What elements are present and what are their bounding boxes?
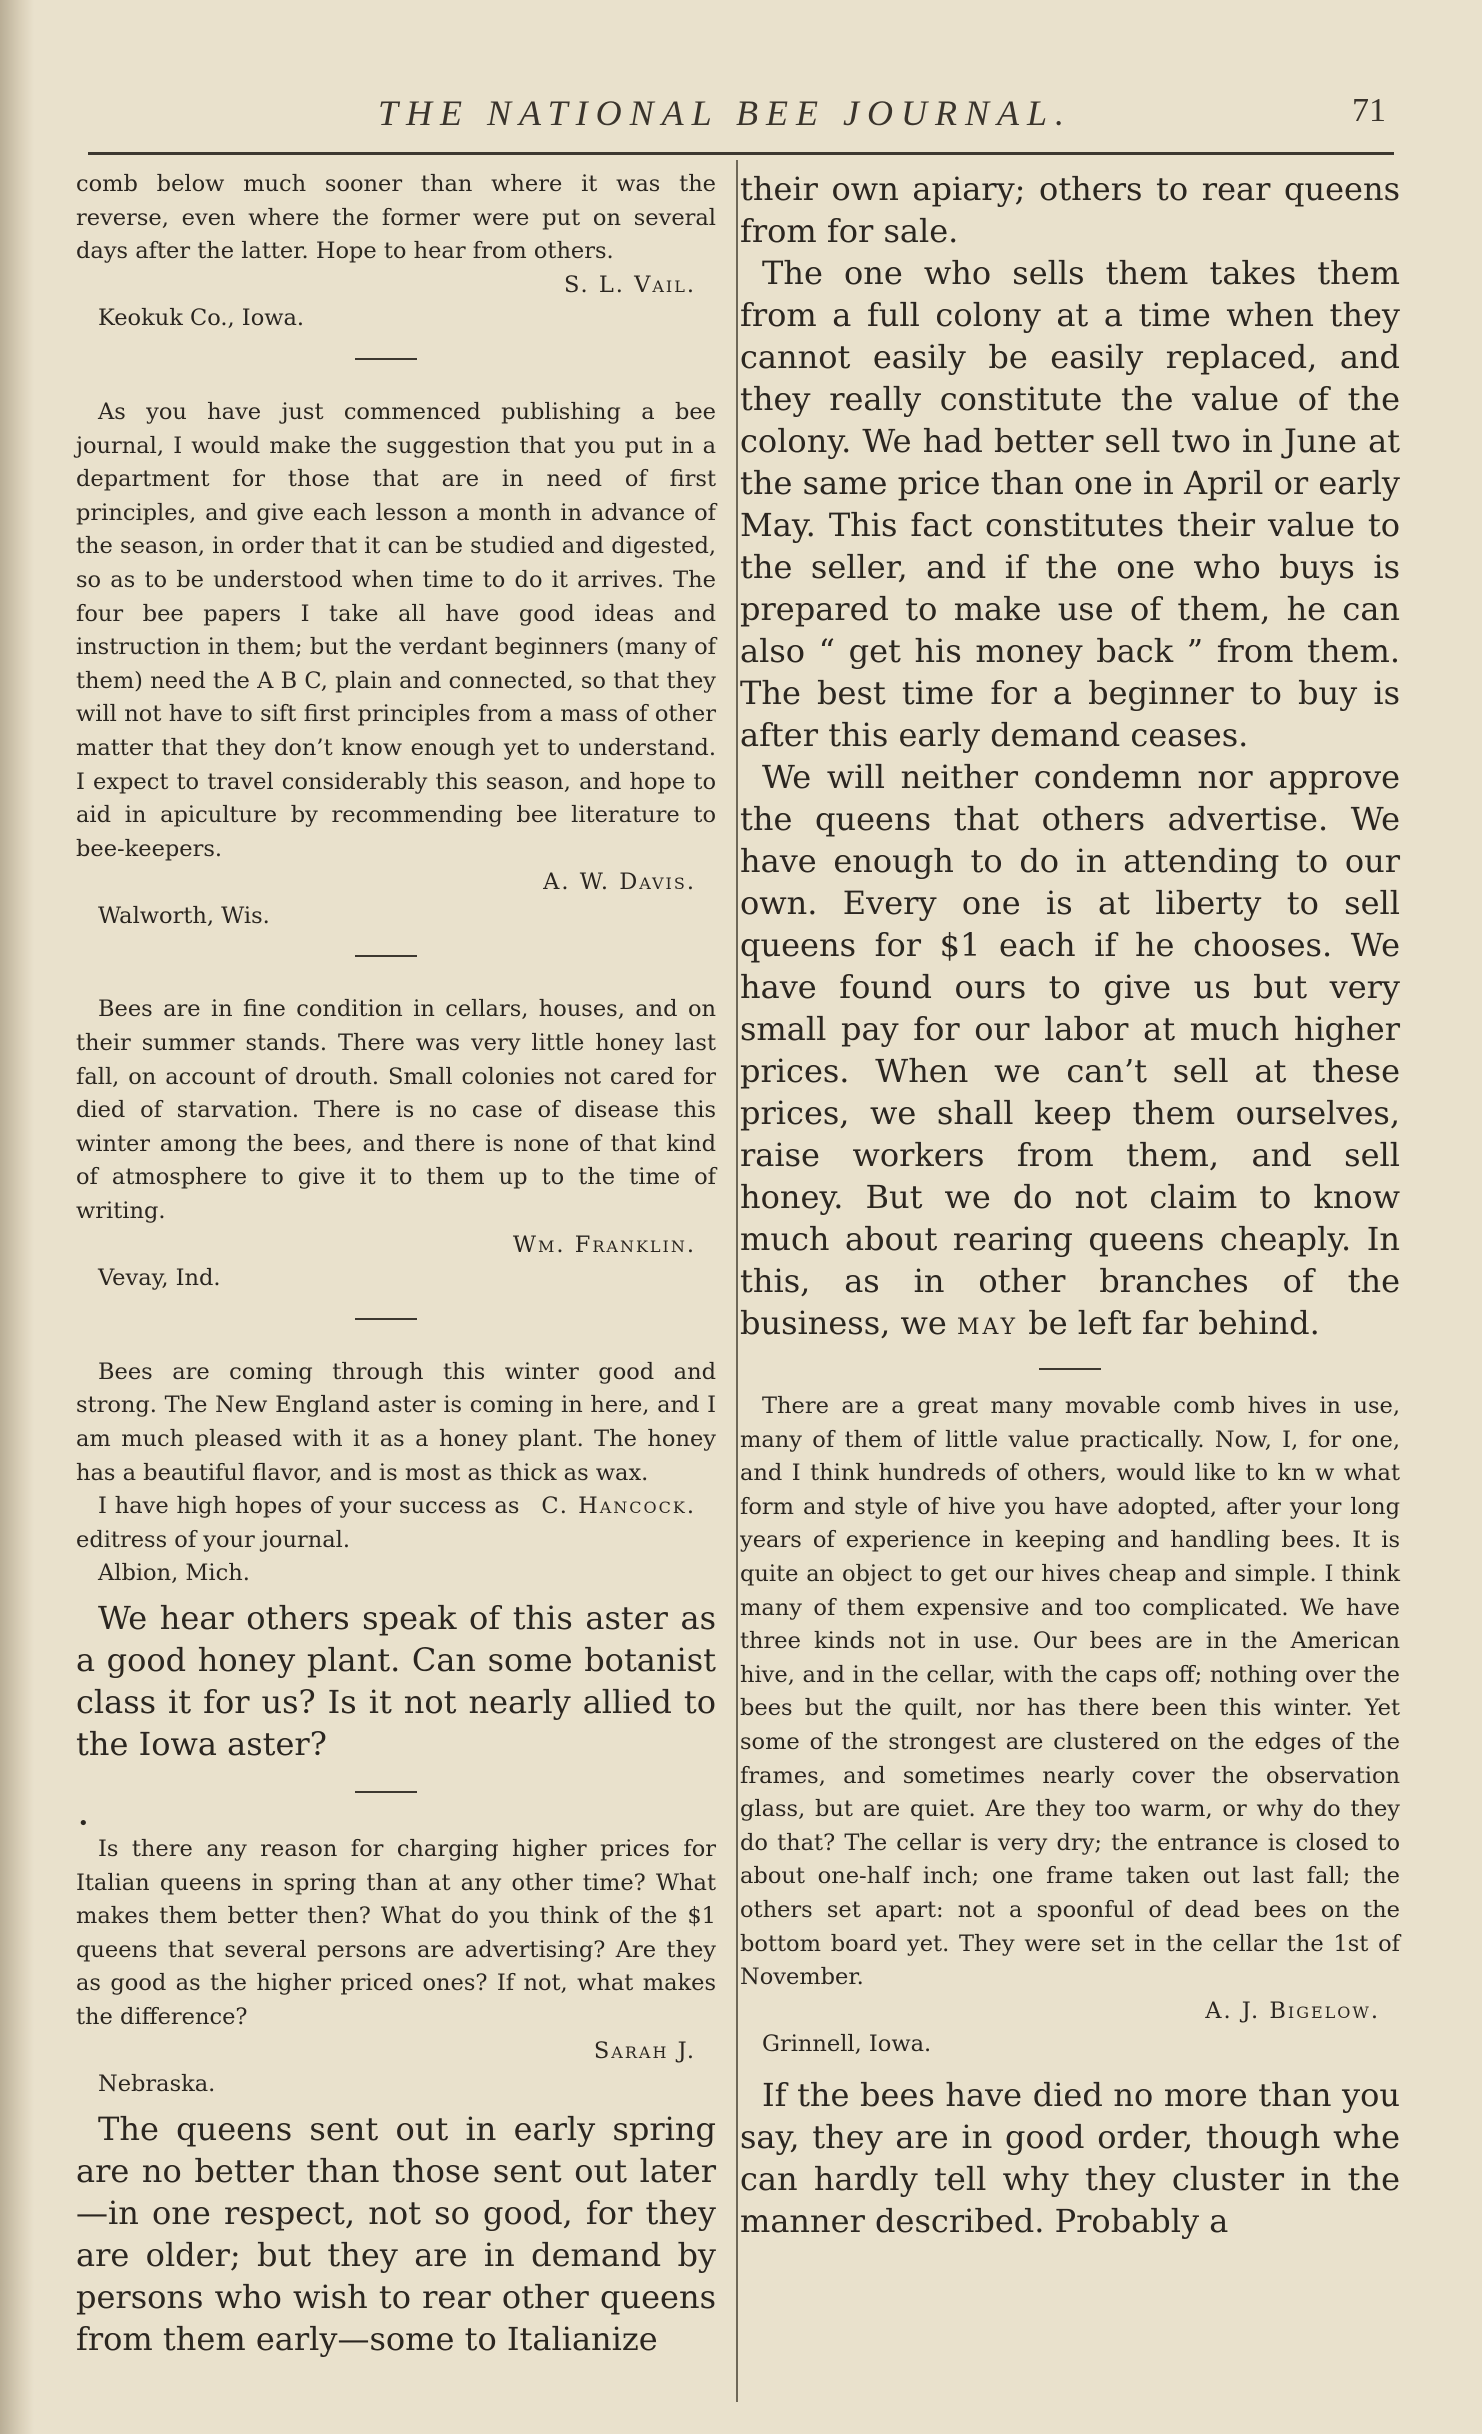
letter-hancock-body: Bees are coming through this winter good and strong. The New England aster is coming in here, and I am much pleased with it as a honey plant. The honey has a beautiful flavor, and is most as thick as wax.: [76, 1358, 716, 1486]
letter-sarah-place: Nebraska.: [98, 2071, 216, 2098]
separator-rule: [355, 955, 417, 957]
reply-p3-text: We will neither condemn nor approve the queens that others advertise. We have enough to do in attending to our own. Every one is at liberty to sell queens for $1 each if he chooses. We have found ours to give us but very small pay for our labor at much higher prices. When we can’t sell at these prices, we shall keep them ourselves, raise workers from them, and sell honey. But we do not claim to know much about rearing queens cheaply. In this, as in other branches of the business, we: [740, 758, 1400, 1342]
letter-franklin-place: Vevay, Ind.: [98, 1265, 221, 1292]
editor-reply-queens-continued: their own apiary; others to rear queens from for sale.: [740, 170, 1400, 250]
letter-vail-place: Keokuk Co., Iowa.: [98, 305, 305, 332]
page-number: 71: [1352, 92, 1386, 129]
editor-reply-queens: The queens sent out in early spring are no better than those sent out later —in one respect, not so good, for they are older; but they are in demand by persons who wish to rear other queens from them early—some to Italianize: [76, 2109, 716, 2358]
letter-sarah-body: Is there any reason for charging higher prices for Italian queens in spring than at any other time? What makes them better then? What do you think of the $1 queens that several persons are advertising? Are they as good as the higher priced ones? If not, what makes the difference?: [76, 1835, 716, 2030]
reply-p3-end: be left far behind.: [1028, 1304, 1320, 1342]
letter-hancock-body-2: [76, 1490, 716, 1557]
letter-vail-signature: S. L. Vail.: [563, 271, 696, 298]
separator-rule: [355, 1318, 417, 1320]
letter-davis-body: As you have just commenced publishing a bee journal, I would make the suggestion that you put in a department for those that are in need of first principles, and give each lesson a month in advance of the season, in order that it can be studied and digested, so as to be understood when time to do it arrives. The four bee papers I take all have good ideas and instruction in them; but the verdant beginners (many of them) need the A B C, plain and connected, so that they will not have to sift first principles from a mass of other matter that they don’t know enough yet to understand. I expect to travel considerably this season, and hope to aid in apiculture by recommending bee literature to bee-keepers.: [76, 398, 716, 862]
letter-bigelow-signature: A. J. Bigelow.: [1205, 1997, 1380, 2024]
letter-bigelow-place: Grinnell, Iowa.: [762, 2031, 932, 2058]
letter-hancock-place: Albion, Mich.: [98, 1560, 250, 1587]
letter-sarah-signature: Sarah J.: [593, 2037, 696, 2064]
editor-reply-queens-p3: [740, 756, 1400, 1344]
letter-franklin-signature: Wm. Franklin.: [512, 1231, 696, 1258]
separator-rule: [355, 1791, 417, 1793]
letter-bigelow-body: There are a great many movable comb hives in use, many of them of little value practically. Now, I, for one, and I think hundreds of others, would like to kn w what form and style of hive you have adopted, after your long years of experience in keeping and handling bees. It is quite an object to get our hives cheap and simple. I think many of them expensive and too complicated. We have three kinds not in use. Our bees are in the American hive, and in the cellar, with the caps off; nothing over the bees but the quilt, nor has there been this winter. Yet some of the strongest are clustered on the edges of the frames, and sometimes nearly cover the observation glass, but are quiet. Are they too warm, or why do they do that? The cellar is very dry; the entrance is closed to about one-half inch; one frame taken out last fall; the others set apart: not a spoonful of dead bees on the bottom board yet. They were set in the cellar the 1st of November.: [740, 1393, 1400, 1991]
letter-hancock-closing: I have high hopes of your success as editress of your journal.: [76, 1493, 520, 1553]
editor-reply-queens-p2: The one who sells them takes them from a full colony at a time when they cannot easily be easily replaced, and they really constitute the value of the colony. We had better sell two in June at the same price than one in April or early May. This fact constitutes their value to the seller, and if the one who buys is prepared to make use of them, he can also “ get his money back ” from them. The best time for a beginner to buy is after this early demand ceases.: [740, 254, 1400, 754]
running-head: THE NATIONAL BEE JOURNAL.: [377, 93, 1072, 133]
reply-p3-emphasis: may: [956, 1304, 1019, 1342]
letter-davis-place: Walworth, Wis.: [98, 902, 270, 929]
right-column: [740, 168, 1400, 2242]
letter-davis-signature: A. W. Davis.: [543, 869, 696, 896]
letter-vail-body: comb below much sooner than where it was the reverse, even where the former were put on several days after the latter. Hope to hear from others.: [76, 171, 716, 265]
letter-hancock-signature: C. Hancock.: [541, 1493, 696, 1520]
separator-rule: [355, 358, 417, 360]
separator-rule: [1039, 1368, 1101, 1370]
editor-reply-bigelow: If the bees have died no more than you say, they are in good order, though whe can hardly tell why they cluster in the manner described. Probably a: [740, 2075, 1400, 2240]
page-gutter-shadow: [0, 0, 34, 2434]
left-column: [76, 168, 716, 2360]
stray-dot: •: [78, 1812, 89, 1834]
column-divider: [736, 160, 738, 2402]
editor-reply-aster: We hear others speak of this aster as a good honey plant. Can some botanist class it for us? Is it not nearly allied to the Iowa aster?: [76, 1598, 716, 1763]
header-rule: [88, 152, 1394, 155]
letter-franklin-body: Bees are in fine condition in cellars, houses, and on their summer stands. There was very little honey last fall, on account of drouth. Small colonies not cared for died of starvation. There is no case of disease this winter among the bees, and there is none of that kind of atmosphere to give it to them up to the time of writing.: [76, 996, 716, 1225]
